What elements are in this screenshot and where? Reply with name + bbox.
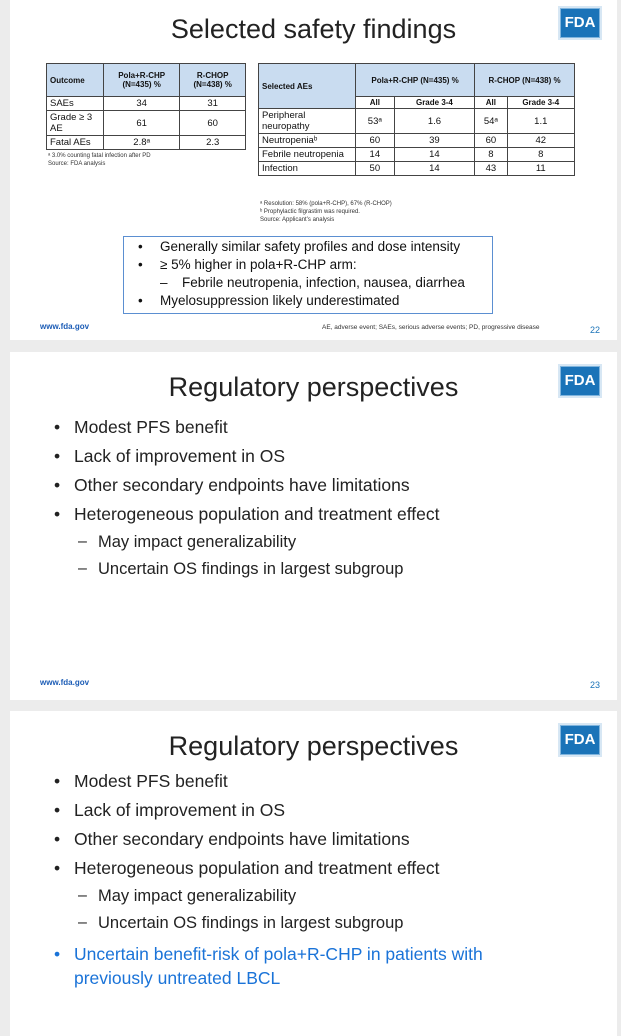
table-cell: 50 — [356, 162, 395, 176]
slide-23 — [10, 352, 617, 700]
highlight-text: Uncertain benefit-risk of pola+R-CHP in patients with — [74, 944, 483, 964]
table-cell: Grade ≥ 3 AE — [47, 111, 104, 136]
table-cell: 1.6 — [394, 109, 474, 134]
table-row — [47, 97, 246, 111]
bullet-dot: • — [54, 944, 61, 964]
selected-aes-table — [258, 63, 575, 176]
table2-notes — [260, 200, 392, 224]
table-cell: Peripheral neuropathy — [259, 109, 356, 134]
footer-abbreviations: AE, adverse event; SAEs, serious adverse events; PD, progressive disease — [322, 324, 540, 331]
footnote: ᵃ Resolution: 58% (pola+R-CHP), 67% (R-CHOP) — [260, 201, 392, 207]
table-cell: 42 — [507, 134, 574, 148]
bullet-text: Modest PFS benefit — [74, 771, 228, 791]
table-cell: Infection — [259, 162, 356, 176]
slide-title: Selected safety findings — [170, 14, 457, 44]
table-subheader: Grade 3-4 — [394, 97, 474, 109]
bullet-text: Other secondary endpoints have limitations — [74, 475, 410, 495]
table-cell: 60 — [475, 134, 507, 148]
outcome-table — [46, 63, 246, 150]
dash: – — [78, 533, 87, 550]
table-cell: 8 — [475, 148, 507, 162]
bullet-dot: • — [54, 800, 61, 820]
page-number: 22 — [590, 325, 601, 335]
bullet-dot: • — [138, 257, 143, 272]
footnote: ᵃ 3.0% counting fatal infection after PD — [48, 153, 151, 159]
table-cell: 2.3 — [180, 136, 246, 150]
table-cell: Neutropeniaᵇ — [259, 134, 356, 148]
table-row — [259, 109, 575, 134]
table-cell: 60 — [356, 134, 395, 148]
table-cell: 61 — [103, 111, 179, 136]
dash: – — [78, 914, 87, 931]
table-header: Pola+R-CHP (N=435) % — [103, 64, 179, 97]
fda-logo: FDA — [560, 366, 600, 396]
table-header: R-CHOP (N=438) % — [180, 64, 246, 97]
table-cell: 14 — [394, 162, 474, 176]
bullet-dot: • — [54, 504, 61, 524]
slide-22 — [10, 0, 617, 340]
bullet-text: Heterogeneous population and treatment effect — [74, 858, 440, 878]
table-cell: 1.1 — [507, 109, 574, 134]
table-header-row — [47, 64, 246, 97]
slide-title: Regulatory perspectives — [168, 731, 459, 761]
table-cell: 2.8ᵃ — [103, 136, 179, 150]
bullet-dot: • — [54, 858, 61, 878]
table-row — [259, 148, 575, 162]
sub-bullet-text: May impact generalizability — [98, 533, 297, 551]
bullet-text: Other secondary endpoints have limitations — [74, 829, 410, 849]
highlight-text: previously untreated LBCL — [74, 968, 281, 988]
table-cell: Febrile neutropenia — [259, 148, 356, 162]
bullet-text: Lack of improvement in OS — [74, 800, 286, 820]
callout-bullet: ≥ 5% higher in pola+R-CHP arm: — [160, 257, 357, 272]
table-cell: 54ᵃ — [475, 109, 507, 134]
sub-bullet-text: Uncertain OS findings in largest subgroup — [98, 560, 404, 578]
callout-bullet: Generally similar safety profiles and dose intensity — [160, 239, 461, 254]
table-subheader: All — [356, 97, 395, 109]
footer-url[interactable]: www.fda.gov — [40, 678, 90, 687]
dash: – — [78, 560, 87, 577]
table-cell: 60 — [180, 111, 246, 136]
bullet-dot: • — [54, 475, 61, 495]
table-header: Outcome — [47, 64, 104, 97]
bullet-dot: • — [138, 293, 143, 308]
table-cell: 43 — [475, 162, 507, 176]
bullet-text: Lack of improvement in OS — [74, 446, 286, 466]
sub-bullet-text: May impact generalizability — [98, 887, 297, 905]
table-cell: 34 — [103, 97, 179, 111]
footer-url[interactable]: www.fda.gov — [40, 322, 90, 331]
table-row — [47, 136, 246, 150]
fda-logo: FDA — [560, 725, 600, 755]
table-cell: 11 — [507, 162, 574, 176]
bullet-dot: • — [54, 771, 61, 791]
callout-bullet: Myelosuppression likely underestimated — [160, 293, 400, 308]
sub-bullet-text: Uncertain OS findings in largest subgroup — [98, 914, 404, 932]
fda-logo: FDA — [560, 8, 600, 38]
bullet-dot: • — [54, 417, 61, 437]
table-cell: Fatal AEs — [47, 136, 104, 150]
table-cell: SAEs — [47, 97, 104, 111]
footnote: Source: Applicant’s analysis — [260, 217, 335, 223]
dash: – — [78, 887, 87, 904]
table-cell: 53ᵃ — [356, 109, 395, 134]
table-cell: 14 — [356, 148, 395, 162]
table-cell: 31 — [180, 97, 246, 111]
table-row — [259, 162, 575, 176]
bullet-text: Modest PFS benefit — [74, 417, 228, 437]
callout-sub-bullet: Febrile neutropenia, infection, nausea, diarrhea — [182, 275, 465, 290]
table-cell: 8 — [507, 148, 574, 162]
key-findings-callout — [123, 236, 493, 314]
table-header: Pola+R-CHP (N=435) % — [356, 64, 475, 97]
bullet-dot: • — [54, 829, 61, 849]
footnote: ᵇ Prophylactic filgrastim was required. — [260, 209, 360, 215]
table-header: Selected AEs — [259, 64, 356, 109]
table-header-row — [259, 64, 575, 97]
table-subheader: Grade 3-4 — [507, 97, 574, 109]
slide-title: Regulatory perspectives — [168, 372, 459, 402]
dash: – — [160, 275, 168, 290]
bullet-text: Heterogeneous population and treatment effect — [74, 504, 440, 524]
footnote: Source: FDA analysis — [48, 161, 106, 167]
page-number: 23 — [590, 680, 601, 690]
table-cell: 14 — [394, 148, 474, 162]
slide-24 — [10, 711, 617, 1036]
table-subheader: All — [475, 97, 507, 109]
bullet-dot: • — [54, 446, 61, 466]
table-cell: 39 — [394, 134, 474, 148]
table-header: R-CHOP (N=438) % — [475, 64, 575, 97]
table-row — [259, 134, 575, 148]
table-row — [47, 111, 246, 136]
table1-notes — [48, 152, 151, 168]
bullet-dot: • — [138, 239, 143, 254]
